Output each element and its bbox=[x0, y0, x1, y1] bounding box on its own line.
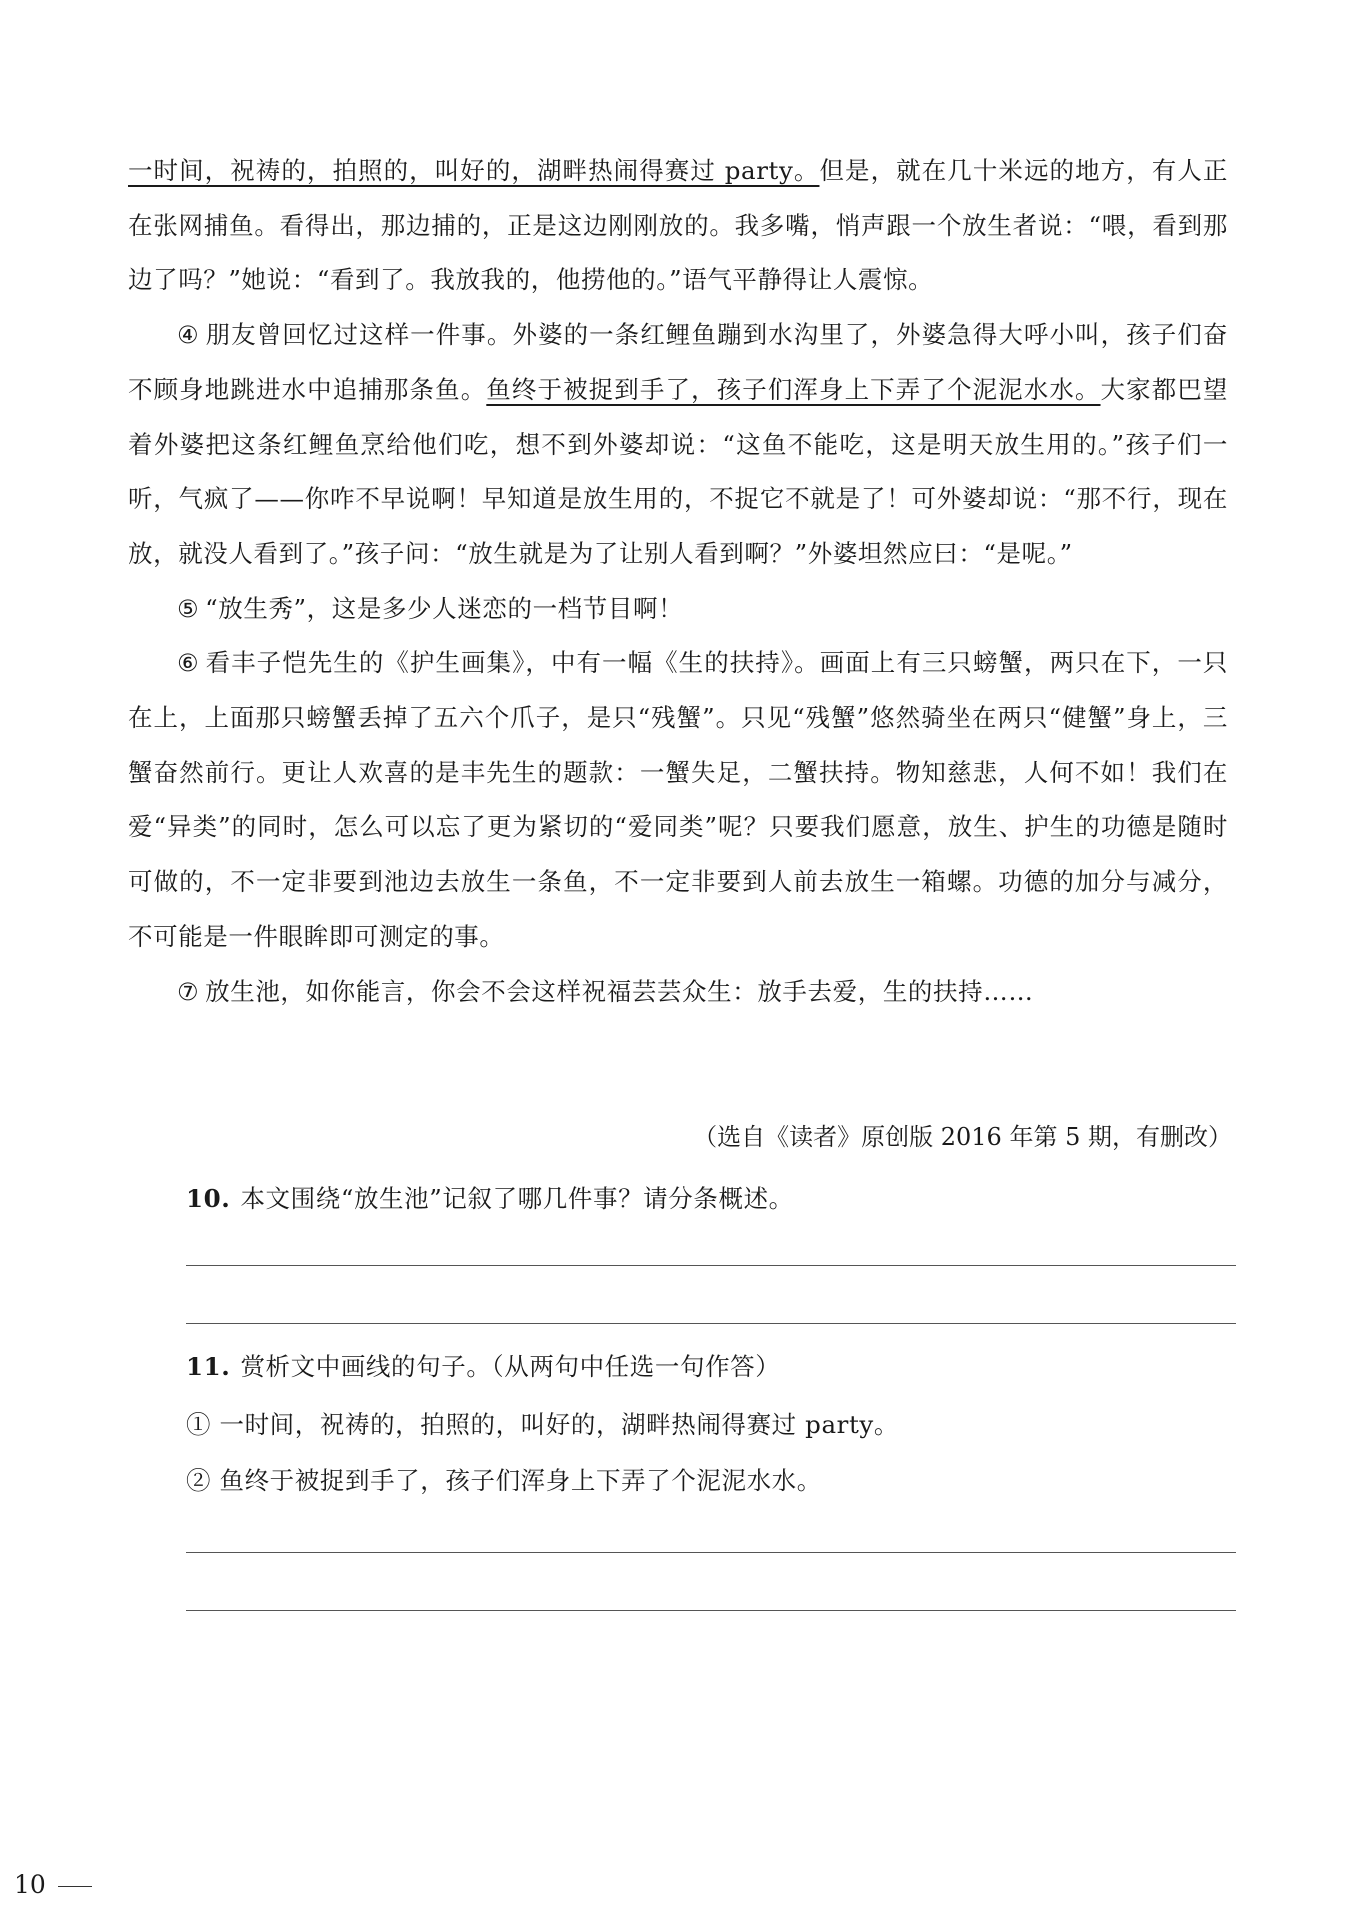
question-text: 赏析文中画线的句子。（从两句中任选一句作答） bbox=[240, 1352, 781, 1381]
underlined-sentence-1: 一时间，祝祷的，拍照的，叫好的，湖畔热闹得赛过 party。 bbox=[128, 156, 820, 185]
answer-line[interactable] bbox=[186, 1265, 1236, 1266]
paragraph-number: ⑤ bbox=[177, 594, 200, 623]
paragraph-3-continuation bbox=[128, 144, 1228, 308]
paragraph-4-text-after: 大家都巴望着外婆把这条红鲤鱼烹给他们吃，想不到外婆却说：“这鱼不能吃，这是明天放生用的。”孩子们一听，气疯了——你咋不早说啊！早知道是放生用的，不捉它不就是了！可外婆却说：“那不行，现在放，就没人看到了。”孩子问：“放生就是为了让别人看到啊？”外婆坦然应曰：“是呢。” bbox=[128, 374, 1228, 568]
underlined-sentence-2: 鱼终于被捉到手了，孩子们浑身上下弄了个泥泥水水。 bbox=[486, 374, 1101, 404]
question-text: 本文围绕“放生池”记叙了哪几件事？请分条概述。 bbox=[240, 1184, 794, 1213]
question-11-option-2: ② 鱼终于被捉到手了，孩子们浑身上下弄了个泥泥水水。 bbox=[186, 1466, 822, 1495]
page-number: 10 bbox=[14, 1870, 46, 1899]
answer-line[interactable] bbox=[186, 1323, 1236, 1324]
paragraph-3-text: 但是，就在几十米远的地方，有人正在张网捕鱼。看得出，那边捕的，正是这边刚刚放的。我多嘴，悄声跟一个放生者说：“喂，看到那边了吗？”她说：“看到了。我放我的，他捞他的。”语气平静得让人震惊。 bbox=[128, 156, 1228, 295]
paragraph-6 bbox=[128, 636, 1228, 964]
footer-dash bbox=[58, 1886, 92, 1887]
paragraph-5 bbox=[128, 582, 1228, 637]
question-11 bbox=[186, 1348, 780, 1383]
question-10 bbox=[186, 1180, 794, 1215]
paragraph-4 bbox=[128, 308, 1228, 582]
question-number: 11. bbox=[186, 1352, 231, 1381]
paragraph-number: ④ bbox=[177, 321, 200, 350]
reading-passage bbox=[128, 144, 1228, 1019]
paragraph-4-text-before: 朋友曾回忆过这样一件事。外婆的一条红鲤鱼蹦到水沟里了，外婆急得大呼小叫，孩子们奋不顾身地跳进水中追捕那条鱼。 bbox=[128, 320, 1228, 404]
paragraph-7 bbox=[128, 965, 1228, 1020]
paragraph-number: ⑦ bbox=[177, 977, 200, 1006]
paragraph-5-text: “放生秀”，这是多少人迷恋的一档节目啊！ bbox=[205, 593, 684, 623]
page-footer bbox=[14, 1870, 92, 1899]
answer-line[interactable] bbox=[186, 1610, 1236, 1611]
question-11-option-1: ① 一时间，祝祷的，拍照的，叫好的，湖畔热闹得赛过 party。 bbox=[186, 1410, 899, 1439]
paragraph-7-text: 放生池，如你能言，你会不会这样祝福芸芸众生：放手去爱，生的扶持…… bbox=[205, 976, 1034, 1006]
paragraph-6-text: 看丰子恺先生的《护生画集》，中有一幅《生的扶持》。画面上有三只螃蟹，两只在下，一只在上，上面那只螃蟹丢掉了五六个爪子，是只“残蟹”。只见“残蟹”悠然骑坐在两只“健蟹”身上，三蟹奋然前行。更让人欢喜的是丰先生的题款：一蟹失足，二蟹扶持。物知慈悲，人何不如！我们在爱“异类”的同时，怎么可以忘了更为紧切的“爱同类”呢？只要我们愿意，放生、护生的功德是随时可做的，不一定非要到池边去放生一条鱼，不一定非要到人前去放生一箱螺。功德的加分与减分，不可能是一件眼眸即可测定的事。 bbox=[128, 648, 1228, 951]
question-number: 10. bbox=[186, 1184, 231, 1213]
source-citation: （选自《读者》原创版 2016 年第 5 期，有删改） bbox=[693, 1123, 1232, 1151]
answer-line[interactable] bbox=[186, 1552, 1236, 1553]
paragraph-number: ⑥ bbox=[177, 649, 200, 678]
